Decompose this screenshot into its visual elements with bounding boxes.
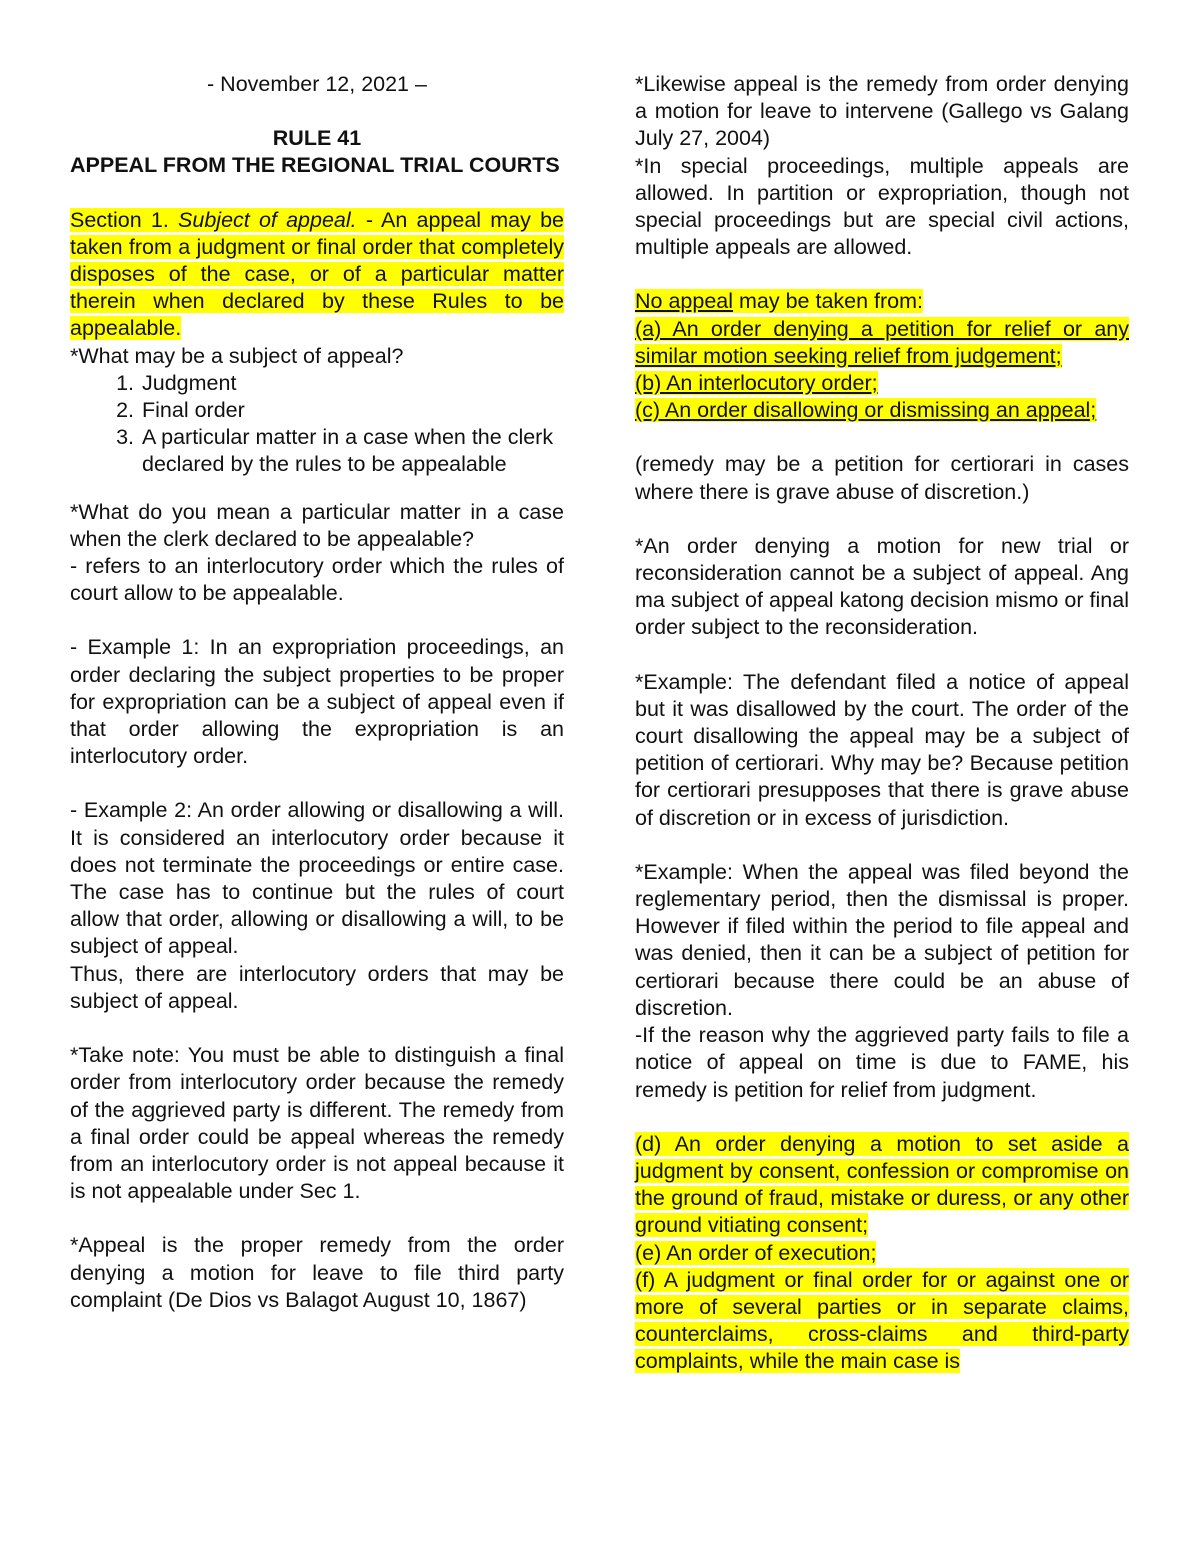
take-note-paragraph: *Take note: You must be able to distinguish a final order from interlocutory order because the remedy of the aggrieved party is different. The remedy from a final order could be appeal whereas the remedy from an interlocutory order is not appeal because it is not appealable under Sec 1. bbox=[70, 1043, 564, 1204]
spacer bbox=[70, 770, 564, 797]
example-defendant-paragraph: *Example: The defendant filed a notice of appeal but it was disallowed by the court. The order of the court disallowing the appeal may be a subject of petition of certiorari. Why may be? Because petition for certiorari presupposes that there is grave abuse of discretion or in excess of jurisdiction. bbox=[635, 669, 1129, 830]
answer-particular-matter: - refers to an interlocutory order which the rules of court allow to be appealable. bbox=[70, 554, 564, 606]
question-particular-matter: *What do you mean a particular matter in a case when the clerk declared to be appealable? bbox=[70, 499, 564, 551]
appeal-third-party-paragraph: *Appeal is the proper remedy from the order denying a motion for leave to file third party complaint (De Dios vs Balagot August 10, 1867) bbox=[70, 1233, 564, 1312]
right-column bbox=[635, 71, 1129, 1376]
no-appeal-item-d: (d) An order denying a motion to set aside a judgment by consent, confession or compromise on the ground of fraud, mistake or duress, or any other ground vitiating consent; bbox=[635, 1131, 1129, 1238]
spacer bbox=[70, 1015, 564, 1042]
no-appeal-item-a: (a) An order denying a petition for relief or any similar motion seeking relief from judgement; bbox=[635, 316, 1129, 368]
spacer bbox=[635, 424, 1129, 451]
list-item: 2. Final order bbox=[140, 397, 564, 424]
example-beyond-paragraph: *Example: When the appeal was filed beyond the reglementary period, then the dismissal is proper. However if filed within the period to file appeal and was denied, then it can be a subject of petition for certiorari because there could be an abuse of discretion. bbox=[635, 859, 1129, 1020]
example-1: - Example 1: In an expropriation proceedings, an order declaring the subject properties to be proper for expropriation can be a subject of appeal even if that order allowing the expropriation is an interlocutory order. bbox=[70, 635, 564, 769]
no-appeal-item-e: (e) An order of execution; bbox=[635, 1240, 877, 1265]
no-appeal-item-b: (b) An interlocutory order; bbox=[635, 371, 878, 396]
no-appeal-item-c: (c) An order disallowing or dismissing an appeal; bbox=[635, 398, 1097, 423]
spacer bbox=[635, 832, 1129, 859]
special-proceedings-paragraph: *In special proceedings, multiple appeals are allowed. In partition or expropriation, though not special proceedings but are special civil actions, multiple appeals are allowed. bbox=[635, 153, 1129, 260]
spacer bbox=[70, 180, 564, 207]
left-column bbox=[70, 71, 564, 1314]
date-line: - November 12, 2021 – bbox=[207, 72, 427, 96]
subjects-list bbox=[70, 370, 564, 479]
fame-paragraph: -If the reason why the aggrieved party fails to file a notice of appeal on time is due to FAME, his remedy is petition for relief from judgment. bbox=[635, 1023, 1129, 1102]
thus-paragraph: Thus, there are interlocutory orders that may be subject of appeal. bbox=[70, 961, 564, 1013]
no-appeal-lead: No appeal bbox=[635, 289, 734, 314]
spacer bbox=[70, 479, 564, 499]
rule-subtitle: APPEAL FROM THE REGIONAL TRIAL COURTS bbox=[70, 153, 560, 178]
likewise-paragraph: *Likewise appeal is the remedy from order denying a motion for leave to intervene (Gallego vs Galang July 27, 2004) bbox=[635, 72, 1129, 151]
new-trial-paragraph: *An order denying a motion for new trial or reconsideration cannot be a subject of appeal. Ang ma subject of appeal katong decision mismo or final order subject to the reconsideration. bbox=[635, 533, 1129, 640]
section-body: - An appeal may be taken from a judgment or final order that completely disposes of the case, or of a particular matter therein when declared by these Rules to be appealable. bbox=[70, 207, 564, 341]
spacer bbox=[635, 1104, 1129, 1131]
spacer bbox=[635, 642, 1129, 669]
section-lead: Section 1. bbox=[70, 207, 169, 232]
no-appeal-heading bbox=[635, 288, 1129, 315]
spacer bbox=[70, 607, 564, 634]
section-name: Subject of appeal. bbox=[178, 207, 357, 232]
list-item: 3. A particular matter in a case when the clerk declared by the rules to be appealable bbox=[140, 424, 564, 478]
spacer bbox=[70, 1205, 564, 1232]
spacer bbox=[70, 98, 564, 125]
section-1-paragraph bbox=[70, 207, 564, 343]
no-appeal-item-f: (f) A judgment or final order for or against one or more of several parties or in separate claims, counterclaims, cross-claims and third-party complaints, while the main case is bbox=[635, 1267, 1129, 1374]
no-appeal-rest: may be taken from: bbox=[733, 289, 924, 314]
remedy-note: (remedy may be a petition for certiorari in cases where there is grave abuse of discretion.) bbox=[635, 452, 1129, 504]
spacer bbox=[635, 261, 1129, 288]
question-subject-of-appeal: *What may be a subject of appeal? bbox=[70, 343, 404, 368]
list-item: 1. Judgment bbox=[140, 370, 564, 397]
spacer bbox=[635, 506, 1129, 533]
example-2: - Example 2: An order allowing or disallowing a will. It is considered an interlocutory order because it does not terminate the proceedings or entire case. The case has to continue but the rules of court allow that order, allowing or disallowing a will, to be subject of appeal. bbox=[70, 798, 564, 959]
rule-title: RULE 41 bbox=[272, 126, 362, 151]
